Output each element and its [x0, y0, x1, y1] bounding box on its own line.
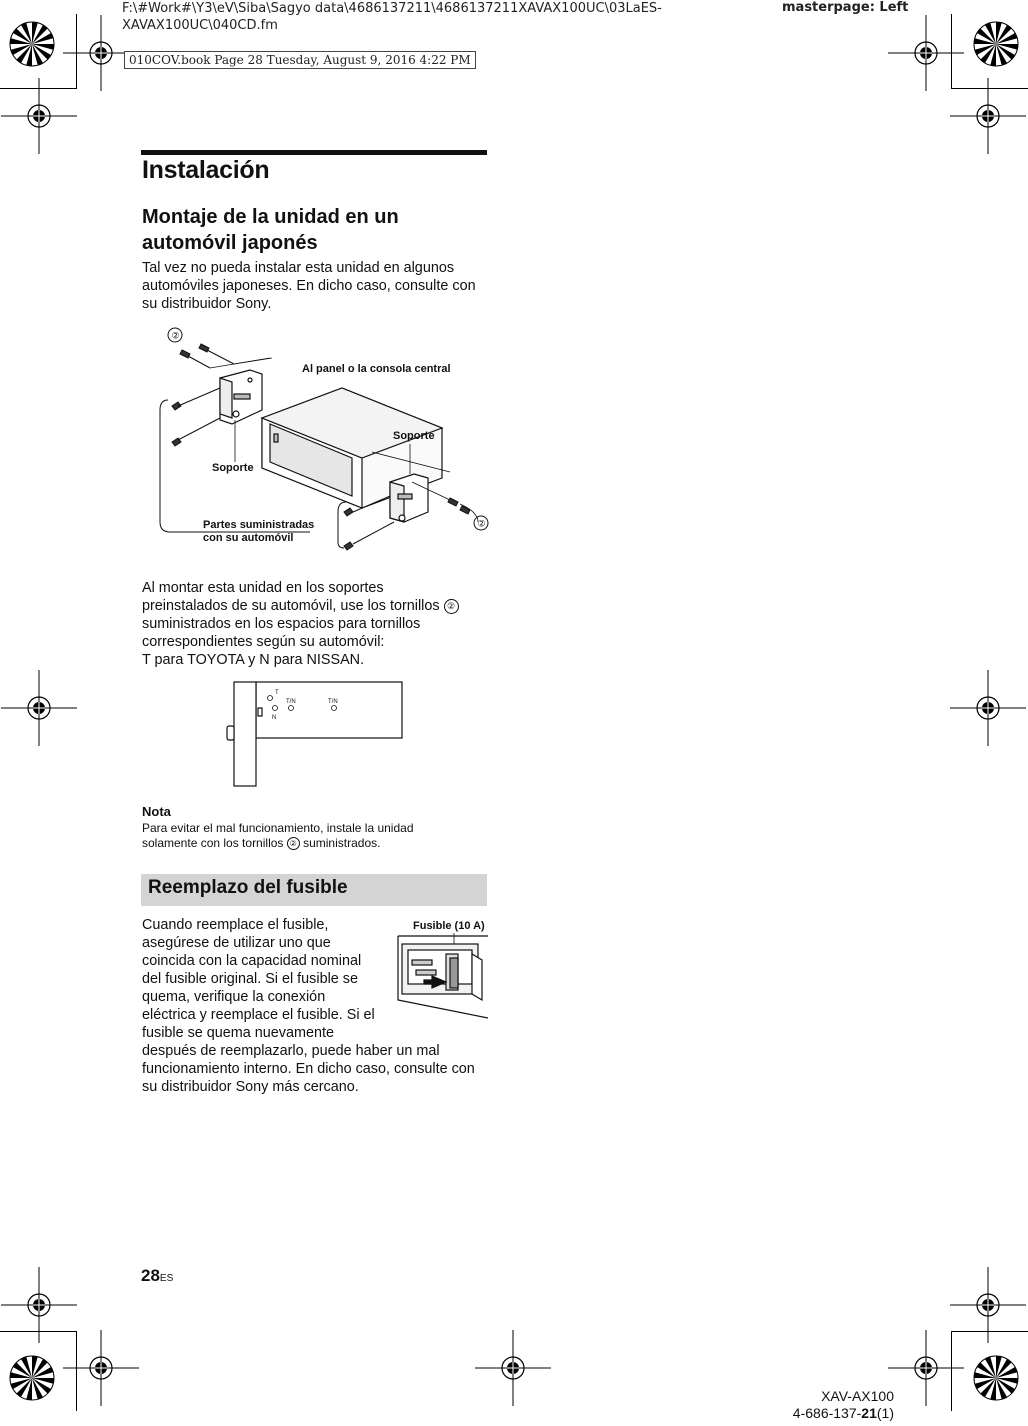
title-rule	[141, 150, 487, 155]
circled-number: ②	[444, 599, 459, 614]
screw-icon	[172, 388, 220, 446]
registration-mark-icon	[1, 78, 77, 154]
registration-mark-icon	[950, 78, 1026, 154]
fuse-text-wide: después de reemplazarlo, puede haber un mal funcionamiento interno. En dicho caso, consulte con su distribuidor Sony más cercano.	[142, 1043, 475, 1095]
label-n: N	[272, 715, 277, 721]
fuse-text-narrow: Cuando reemplace el fusible, asegúrese de utilizar uno que coincida con la capacidad nominal del fusible original. Si el fusible se quema, verifique la conexión eléctrica y reemplace el fusible. Si el fusible se quema nuevamente	[142, 917, 375, 1041]
side-view-diagram	[224, 678, 406, 790]
label-soporte-right: Soporte	[393, 430, 435, 442]
mounting-text: Al montar esta unidad en los soportes preinstalados de su automóvil, use los tornillos ② suministrados en los espacios para tornillos correspondientes según su automóvil: T para TOYOTA y N para NISSAN.	[142, 579, 487, 669]
registration-mark-icon	[1, 1267, 77, 1343]
color-bar-star-icon	[10, 22, 54, 66]
registration-mark-icon	[63, 1330, 139, 1406]
label-tn: T/N	[328, 699, 338, 705]
registration-mark-icon	[950, 670, 1026, 746]
registration-mark-icon	[1, 670, 77, 746]
color-bar-star-icon	[974, 1356, 1018, 1400]
note-text: Para evitar el mal funcionamiento, instale la unidad solamente con los tornillos ② suministrados.	[142, 821, 414, 850]
registration-mark-icon	[888, 15, 964, 91]
label-soporte-left: Soporte	[212, 462, 254, 474]
section-subtitle: Montaje de la unidad en un automóvil japonés	[142, 206, 399, 254]
circled-number: ②	[287, 837, 300, 850]
screw-icon	[180, 344, 234, 368]
mounting-diagram	[150, 322, 490, 552]
label-parts-line2: con su automóvil	[203, 532, 294, 544]
registration-mark-icon	[950, 1267, 1026, 1343]
intro-text: Tal vez no pueda instalar esta unidad en algunos automóviles japoneses. En dicho caso, consulte con su distribuidor Sony.	[142, 260, 476, 312]
bracket-right	[390, 474, 428, 522]
masterpage-label: masterpage: Left	[782, 0, 909, 15]
label-tn: T/N	[286, 699, 296, 705]
color-bar-star-icon	[974, 22, 1018, 66]
label-panel: Al panel o la consola central	[302, 363, 451, 375]
fuse-section-title: Reemplazo del fusible	[148, 877, 348, 898]
bracket-left	[220, 370, 262, 424]
book-info: 010COV.book Page 28 Tuesday, August 9, 2016 4:22 PM	[124, 51, 476, 69]
circled-number: ②	[477, 519, 486, 530]
color-bar-star-icon	[10, 1356, 54, 1400]
label-t: T	[275, 690, 279, 696]
registration-mark-icon	[475, 1330, 551, 1406]
label-parts-line1: Partes suministradas	[203, 519, 315, 531]
fuse-label: Fusible (10 A)	[413, 920, 485, 932]
footer-model: XAV-AX100 4-686-137-21(1)	[792, 1388, 894, 1421]
fuse-diagram	[388, 914, 488, 1020]
circled-number: ②	[171, 331, 180, 342]
page-number: 28ES	[141, 1266, 174, 1285]
section-title: Instalación	[142, 156, 270, 184]
file-path: F:\#Work#\Y3\eV\Siba\Sagyo data\4686137211\4686137211XAVAX100UC\03LaES- XAVAX100UC\040CD.fm	[122, 1, 662, 33]
note-heading: Nota	[142, 804, 171, 819]
registration-mark-icon	[888, 1330, 964, 1406]
